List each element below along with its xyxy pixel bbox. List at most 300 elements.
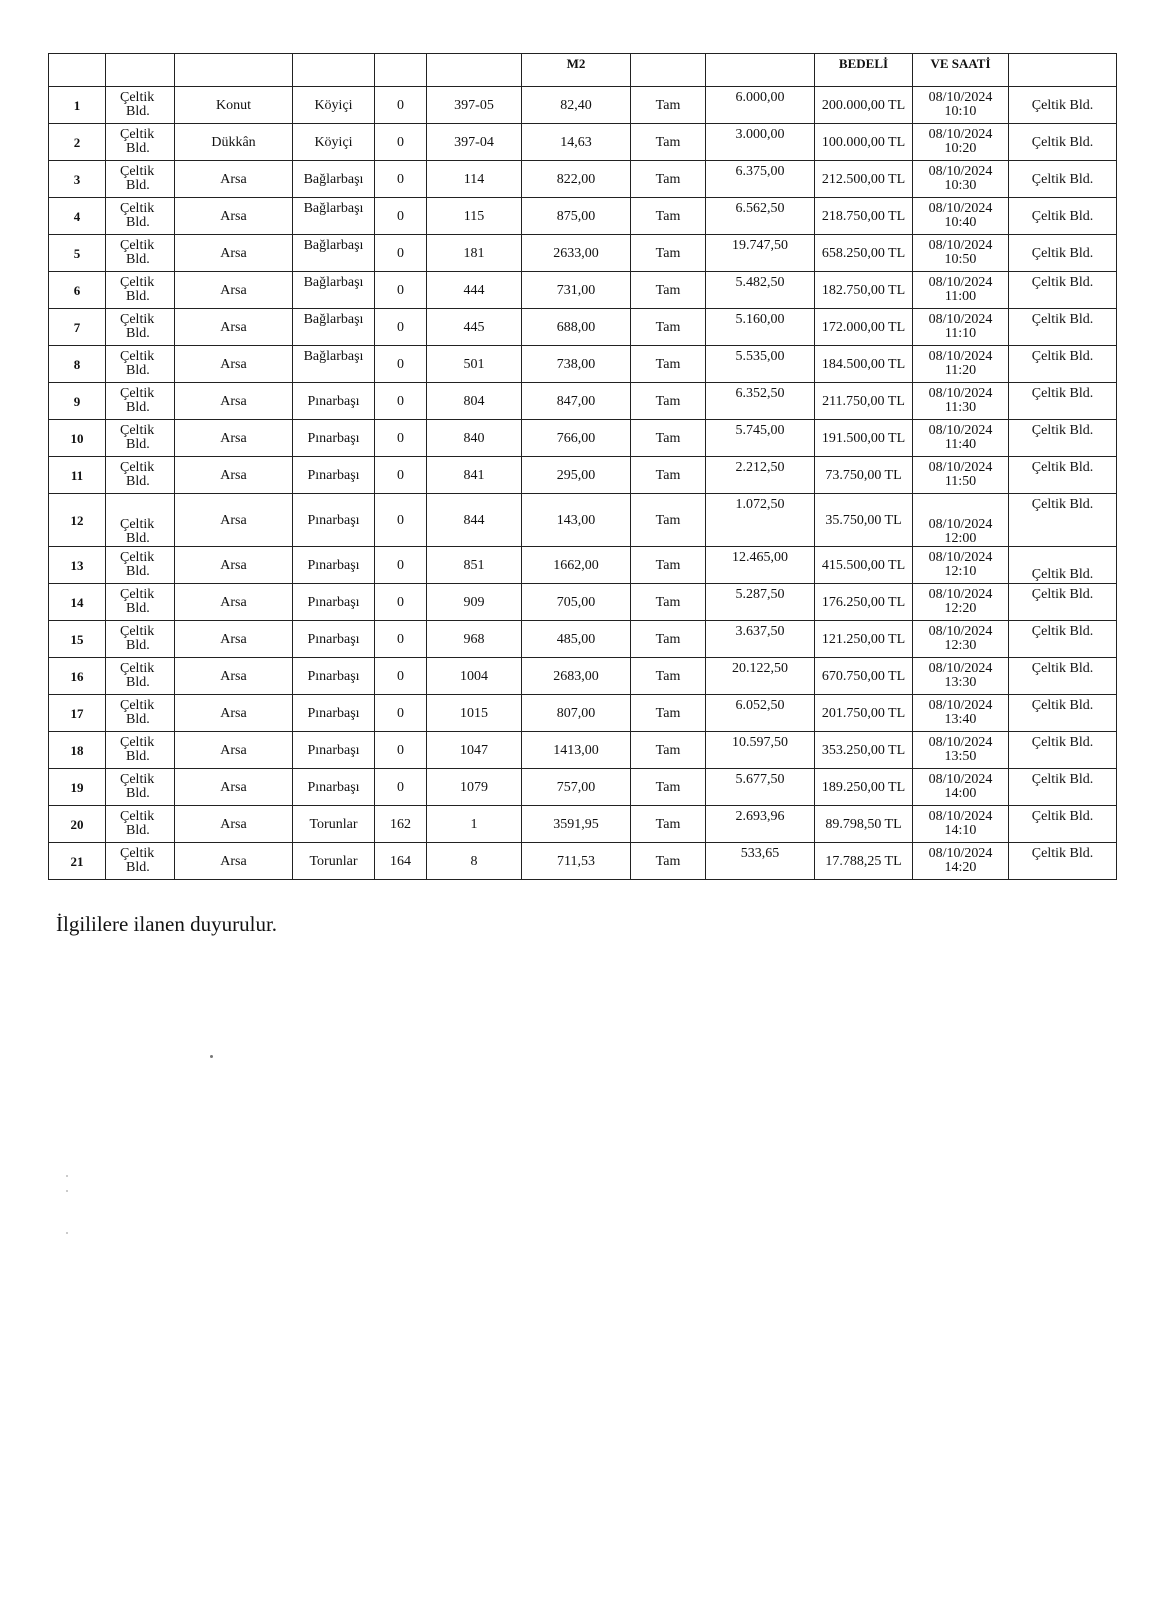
row-mahalle: Pınarbaşı <box>293 769 375 806</box>
row-saat: 10:50 <box>944 252 977 267</box>
row-tarih: 08/10/2024 <box>928 460 993 475</box>
row-tarih: 08/10/2024 <box>928 312 993 327</box>
row-number: 13 <box>49 547 106 584</box>
row-saat: 13:50 <box>944 749 977 764</box>
table-row <box>49 87 1117 124</box>
row-yer: Çeltik Bld. <box>1009 732 1117 769</box>
row-parsel: 840 <box>427 420 522 457</box>
row-teminat: 1.072,50 <box>706 494 815 547</box>
row-mahalle: Pınarbaşı <box>293 383 375 420</box>
row-idare <box>106 584 175 621</box>
row-ada: 0 <box>375 769 427 806</box>
table-row <box>49 457 1117 494</box>
row-ada: 162 <box>375 806 427 843</box>
row-tarih-saat <box>913 494 1009 547</box>
row-yer: Çeltik Bld. <box>1009 235 1117 272</box>
row-parsel: 397-04 <box>427 124 522 161</box>
row-saat: 12:00 <box>944 531 977 546</box>
table-row <box>49 584 1117 621</box>
row-tarih: 08/10/2024 <box>928 127 993 142</box>
row-parsel: 844 <box>427 494 522 547</box>
row-tarih: 08/10/2024 <box>928 624 993 639</box>
row-teminat: 6.000,00 <box>706 87 815 124</box>
idare-line: Bld. <box>126 289 150 304</box>
idare-line: Çeltik <box>120 201 155 216</box>
row-tarih-saat <box>913 658 1009 695</box>
row-hisse: Tam <box>631 87 706 124</box>
row-cins: Dükkân <box>175 124 293 161</box>
row-ada: 0 <box>375 87 427 124</box>
row-bedel: 658.250,00 TL <box>815 235 913 272</box>
row-teminat: 6.375,00 <box>706 161 815 198</box>
table-row <box>49 309 1117 346</box>
row-bedel: 184.500,00 TL <box>815 346 913 383</box>
idare-line: Bld. <box>126 712 150 727</box>
row-mahalle: Bağlarbaşı <box>293 235 375 272</box>
row-saat: 13:40 <box>944 712 977 727</box>
row-parsel: 1015 <box>427 695 522 732</box>
row-tarih: 08/10/2024 <box>928 846 993 861</box>
row-number: 19 <box>49 769 106 806</box>
row-saat: 11:40 <box>944 437 977 452</box>
idare-line: Çeltik <box>120 517 155 532</box>
row-teminat: 12.465,00 <box>706 547 815 584</box>
row-idare <box>106 806 175 843</box>
header-cell <box>706 54 815 87</box>
row-bedel: 121.250,00 TL <box>815 621 913 658</box>
row-parsel: 8 <box>427 843 522 880</box>
row-number: 1 <box>49 87 106 124</box>
header-cell-saat: VE SAATİ <box>913 54 1009 87</box>
row-cins: Arsa <box>175 732 293 769</box>
row-ada: 0 <box>375 198 427 235</box>
row-tarih: 08/10/2024 <box>928 423 993 438</box>
row-tarih-saat <box>913 806 1009 843</box>
row-saat: 12:30 <box>944 638 977 653</box>
row-ada: 0 <box>375 235 427 272</box>
row-saat: 10:10 <box>944 104 977 119</box>
idare-line: Çeltik <box>120 698 155 713</box>
row-tarih: 08/10/2024 <box>928 164 993 179</box>
auction-table <box>48 53 1117 880</box>
idare-line: Bld. <box>126 749 150 764</box>
row-ada: 0 <box>375 732 427 769</box>
row-bedel: 212.500,00 TL <box>815 161 913 198</box>
row-cins: Arsa <box>175 420 293 457</box>
row-parsel: 1004 <box>427 658 522 695</box>
row-m2: 1413,00 <box>522 732 631 769</box>
row-number: 4 <box>49 198 106 235</box>
row-idare <box>106 161 175 198</box>
row-parsel: 445 <box>427 309 522 346</box>
row-yer: Çeltik Bld. <box>1009 198 1117 235</box>
row-hisse: Tam <box>631 769 706 806</box>
scan-speck <box>66 1190 68 1192</box>
row-tarih-saat <box>913 87 1009 124</box>
row-teminat: 20.122,50 <box>706 658 815 695</box>
row-m2: 875,00 <box>522 198 631 235</box>
idare-line: Çeltik <box>120 809 155 824</box>
row-tarih: 08/10/2024 <box>928 201 993 216</box>
row-bedel: 189.250,00 TL <box>815 769 913 806</box>
idare-line: Bld. <box>126 823 150 838</box>
row-tarih-saat <box>913 547 1009 584</box>
header-cell <box>427 54 522 87</box>
idare-line: Bld. <box>126 601 150 616</box>
row-tarih-saat <box>913 272 1009 309</box>
row-m2: 485,00 <box>522 621 631 658</box>
announcement-footer: İlgililere ilanen duyurulur. <box>56 912 278 936</box>
table-row <box>49 420 1117 457</box>
row-teminat: 6.052,50 <box>706 695 815 732</box>
row-ada: 0 <box>375 457 427 494</box>
row-hisse: Tam <box>631 235 706 272</box>
row-number: 15 <box>49 621 106 658</box>
row-parsel: 1047 <box>427 732 522 769</box>
row-bedel: 191.500,00 TL <box>815 420 913 457</box>
row-number: 7 <box>49 309 106 346</box>
row-saat: 11:20 <box>944 363 977 378</box>
header-cell <box>106 54 175 87</box>
row-ada: 0 <box>375 272 427 309</box>
row-yer: Çeltik Bld. <box>1009 383 1117 420</box>
row-tarih: 08/10/2024 <box>928 90 993 105</box>
row-mahalle: Pınarbaşı <box>293 494 375 547</box>
header-cell <box>175 54 293 87</box>
table-row <box>49 198 1117 235</box>
row-ada: 0 <box>375 547 427 584</box>
table-row <box>49 843 1117 880</box>
row-saat: 11:50 <box>944 474 977 489</box>
row-teminat: 19.747,50 <box>706 235 815 272</box>
row-hisse: Tam <box>631 420 706 457</box>
row-tarih: 08/10/2024 <box>928 275 993 290</box>
header-cell <box>1009 54 1117 87</box>
row-idare <box>106 658 175 695</box>
row-parsel: 501 <box>427 346 522 383</box>
row-cins: Arsa <box>175 806 293 843</box>
header-cell <box>631 54 706 87</box>
row-idare <box>106 309 175 346</box>
row-yer: Çeltik Bld. <box>1009 272 1117 309</box>
row-mahalle: Pınarbaşı <box>293 584 375 621</box>
row-parsel: 1079 <box>427 769 522 806</box>
row-hisse: Tam <box>631 621 706 658</box>
row-hisse: Tam <box>631 843 706 880</box>
row-number: 3 <box>49 161 106 198</box>
row-teminat: 2.212,50 <box>706 457 815 494</box>
row-idare <box>106 695 175 732</box>
idare-line: Çeltik <box>120 550 155 565</box>
idare-line: Bld. <box>126 215 150 230</box>
row-bedel: 218.750,00 TL <box>815 198 913 235</box>
row-number: 14 <box>49 584 106 621</box>
row-teminat: 3.637,50 <box>706 621 815 658</box>
row-bedel: 353.250,00 TL <box>815 732 913 769</box>
idare-line: Bld. <box>126 564 150 579</box>
row-mahalle: Bağlarbaşı <box>293 161 375 198</box>
row-number: 6 <box>49 272 106 309</box>
row-mahalle: Pınarbaşı <box>293 732 375 769</box>
row-cins: Arsa <box>175 198 293 235</box>
row-mahalle: Torunlar <box>293 843 375 880</box>
header-cell <box>375 54 427 87</box>
row-parsel: 909 <box>427 584 522 621</box>
row-m2: 3591,95 <box>522 806 631 843</box>
row-tarih: 08/10/2024 <box>928 661 993 676</box>
row-idare <box>106 124 175 161</box>
row-ada: 0 <box>375 621 427 658</box>
row-bedel: 35.750,00 TL <box>815 494 913 547</box>
row-hisse: Tam <box>631 695 706 732</box>
row-number: 9 <box>49 383 106 420</box>
row-mahalle: Pınarbaşı <box>293 457 375 494</box>
table-row <box>49 235 1117 272</box>
table-row <box>49 346 1117 383</box>
row-tarih-saat <box>913 457 1009 494</box>
row-ada: 0 <box>375 124 427 161</box>
row-number: 10 <box>49 420 106 457</box>
row-m2: 738,00 <box>522 346 631 383</box>
row-tarih-saat <box>913 346 1009 383</box>
row-number: 2 <box>49 124 106 161</box>
table-row <box>49 383 1117 420</box>
row-saat: 13:30 <box>944 675 977 690</box>
row-cins: Arsa <box>175 621 293 658</box>
row-mahalle: Torunlar <box>293 806 375 843</box>
row-hisse: Tam <box>631 124 706 161</box>
row-parsel: 397-05 <box>427 87 522 124</box>
header-cell <box>49 54 106 87</box>
row-hisse: Tam <box>631 806 706 843</box>
row-yer: Çeltik Bld. <box>1009 87 1117 124</box>
row-tarih-saat <box>913 769 1009 806</box>
row-number: 16 <box>49 658 106 695</box>
row-number: 5 <box>49 235 106 272</box>
row-idare <box>106 235 175 272</box>
row-m2: 705,00 <box>522 584 631 621</box>
row-number: 18 <box>49 732 106 769</box>
idare-line: Bld. <box>126 326 150 341</box>
idare-line: Çeltik <box>120 772 155 787</box>
row-teminat: 533,65 <box>706 843 815 880</box>
row-cins: Arsa <box>175 494 293 547</box>
row-cins: Arsa <box>175 658 293 695</box>
row-bedel: 211.750,00 TL <box>815 383 913 420</box>
row-idare <box>106 457 175 494</box>
idare-line: Çeltik <box>120 846 155 861</box>
row-hisse: Tam <box>631 732 706 769</box>
row-ada: 0 <box>375 658 427 695</box>
row-m2: 807,00 <box>522 695 631 732</box>
row-yer: Çeltik Bld. <box>1009 309 1117 346</box>
row-bedel: 670.750,00 TL <box>815 658 913 695</box>
table-row <box>49 658 1117 695</box>
row-idare <box>106 621 175 658</box>
row-mahalle: Köyiçi <box>293 124 375 161</box>
row-saat: 14:20 <box>944 860 977 875</box>
row-bedel: 200.000,00 TL <box>815 87 913 124</box>
row-mahalle: Köyiçi <box>293 87 375 124</box>
row-yer: Çeltik Bld. <box>1009 494 1117 547</box>
idare-line: Bld. <box>126 363 150 378</box>
row-idare <box>106 346 175 383</box>
header-cell-bedel: BEDELİ <box>815 54 913 87</box>
row-m2: 1662,00 <box>522 547 631 584</box>
row-yer: Çeltik Bld. <box>1009 621 1117 658</box>
row-yer: Çeltik Bld. <box>1009 843 1117 880</box>
header-cell <box>293 54 375 87</box>
row-cins: Arsa <box>175 769 293 806</box>
row-cins: Arsa <box>175 584 293 621</box>
row-idare <box>106 87 175 124</box>
row-yer: Çeltik Bld. <box>1009 420 1117 457</box>
row-cins: Arsa <box>175 272 293 309</box>
idare-line: Bld. <box>126 400 150 415</box>
idare-line: Çeltik <box>120 423 155 438</box>
row-hisse: Tam <box>631 658 706 695</box>
row-tarih: 08/10/2024 <box>928 735 993 750</box>
idare-line: Bld. <box>126 178 150 193</box>
row-teminat: 5.287,50 <box>706 584 815 621</box>
idare-line: Çeltik <box>120 624 155 639</box>
row-parsel: 804 <box>427 383 522 420</box>
row-mahalle: Pınarbaşı <box>293 420 375 457</box>
idare-line: Çeltik <box>120 661 155 676</box>
idare-line: Çeltik <box>120 312 155 327</box>
idare-line: Bld. <box>126 474 150 489</box>
row-mahalle: Pınarbaşı <box>293 547 375 584</box>
row-yer: Çeltik Bld. <box>1009 695 1117 732</box>
row-tarih-saat <box>913 695 1009 732</box>
idare-line: Bld. <box>126 252 150 267</box>
row-mahalle: Bağlarbaşı <box>293 309 375 346</box>
row-hisse: Tam <box>631 547 706 584</box>
row-tarih-saat <box>913 383 1009 420</box>
row-yer: Çeltik Bld. <box>1009 346 1117 383</box>
row-tarih: 08/10/2024 <box>928 809 993 824</box>
row-parsel: 1 <box>427 806 522 843</box>
row-teminat: 5.535,00 <box>706 346 815 383</box>
table-row <box>49 547 1117 584</box>
table-row <box>49 806 1117 843</box>
table-row <box>49 124 1117 161</box>
row-number: 20 <box>49 806 106 843</box>
row-yer: Çeltik Bld. <box>1009 124 1117 161</box>
row-cins: Arsa <box>175 161 293 198</box>
row-tarih-saat <box>913 161 1009 198</box>
row-bedel: 73.750,00 TL <box>815 457 913 494</box>
row-parsel: 181 <box>427 235 522 272</box>
row-m2: 847,00 <box>522 383 631 420</box>
row-tarih: 08/10/2024 <box>928 698 993 713</box>
row-hisse: Tam <box>631 383 706 420</box>
table-header-row <box>49 54 1117 87</box>
idare-line: Çeltik <box>120 238 155 253</box>
row-idare <box>106 769 175 806</box>
row-m2: 2683,00 <box>522 658 631 695</box>
row-ada: 0 <box>375 161 427 198</box>
row-m2: 711,53 <box>522 843 631 880</box>
row-cins: Arsa <box>175 309 293 346</box>
row-teminat: 5.482,50 <box>706 272 815 309</box>
row-m2: 822,00 <box>522 161 631 198</box>
row-tarih-saat <box>913 198 1009 235</box>
row-saat: 10:20 <box>944 141 977 156</box>
row-tarih: 08/10/2024 <box>928 772 993 787</box>
row-number: 17 <box>49 695 106 732</box>
row-tarih: 08/10/2024 <box>928 587 993 602</box>
row-tarih-saat <box>913 621 1009 658</box>
row-saat: 10:30 <box>944 178 977 193</box>
idare-line: Bld. <box>126 638 150 653</box>
row-mahalle: Bağlarbaşı <box>293 346 375 383</box>
idare-line: Bld. <box>126 104 150 119</box>
row-m2: 295,00 <box>522 457 631 494</box>
row-parsel: 115 <box>427 198 522 235</box>
row-parsel: 968 <box>427 621 522 658</box>
row-ada: 0 <box>375 584 427 621</box>
row-cins: Arsa <box>175 235 293 272</box>
row-saat: 11:10 <box>944 326 977 341</box>
row-bedel: 172.000,00 TL <box>815 309 913 346</box>
row-tarih-saat <box>913 732 1009 769</box>
row-tarih-saat <box>913 420 1009 457</box>
idare-line: Bld. <box>126 675 150 690</box>
row-m2: 757,00 <box>522 769 631 806</box>
row-cins: Arsa <box>175 843 293 880</box>
row-bedel: 201.750,00 TL <box>815 695 913 732</box>
table-row <box>49 621 1117 658</box>
table-row <box>49 695 1117 732</box>
row-ada: 0 <box>375 309 427 346</box>
row-teminat: 5.745,00 <box>706 420 815 457</box>
idare-line: Çeltik <box>120 275 155 290</box>
row-tarih-saat <box>913 843 1009 880</box>
row-mahalle: Pınarbaşı <box>293 621 375 658</box>
row-mahalle: Bağlarbaşı <box>293 272 375 309</box>
row-hisse: Tam <box>631 309 706 346</box>
row-cins: Arsa <box>175 547 293 584</box>
idare-line: Çeltik <box>120 386 155 401</box>
row-cins: Arsa <box>175 695 293 732</box>
row-saat: 11:00 <box>944 289 977 304</box>
row-teminat: 2.693,96 <box>706 806 815 843</box>
row-idare <box>106 383 175 420</box>
row-m2: 14,63 <box>522 124 631 161</box>
row-tarih: 08/10/2024 <box>928 386 993 401</box>
row-yer: Çeltik Bld. <box>1009 769 1117 806</box>
row-yer: Çeltik Bld. <box>1009 161 1117 198</box>
table-row <box>49 769 1117 806</box>
scan-speck <box>66 1232 68 1234</box>
row-tarih: 08/10/2024 <box>928 517 993 532</box>
row-hisse: Tam <box>631 584 706 621</box>
row-idare <box>106 272 175 309</box>
row-teminat: 5.160,00 <box>706 309 815 346</box>
row-teminat: 5.677,50 <box>706 769 815 806</box>
idare-line: Çeltik <box>120 90 155 105</box>
row-number: 12 <box>49 494 106 547</box>
row-m2: 731,00 <box>522 272 631 309</box>
row-cins: Arsa <box>175 457 293 494</box>
row-idare <box>106 843 175 880</box>
scan-speck <box>66 1175 68 1177</box>
row-ada: 0 <box>375 383 427 420</box>
table-body <box>49 87 1117 880</box>
row-idare <box>106 732 175 769</box>
row-hisse: Tam <box>631 346 706 383</box>
